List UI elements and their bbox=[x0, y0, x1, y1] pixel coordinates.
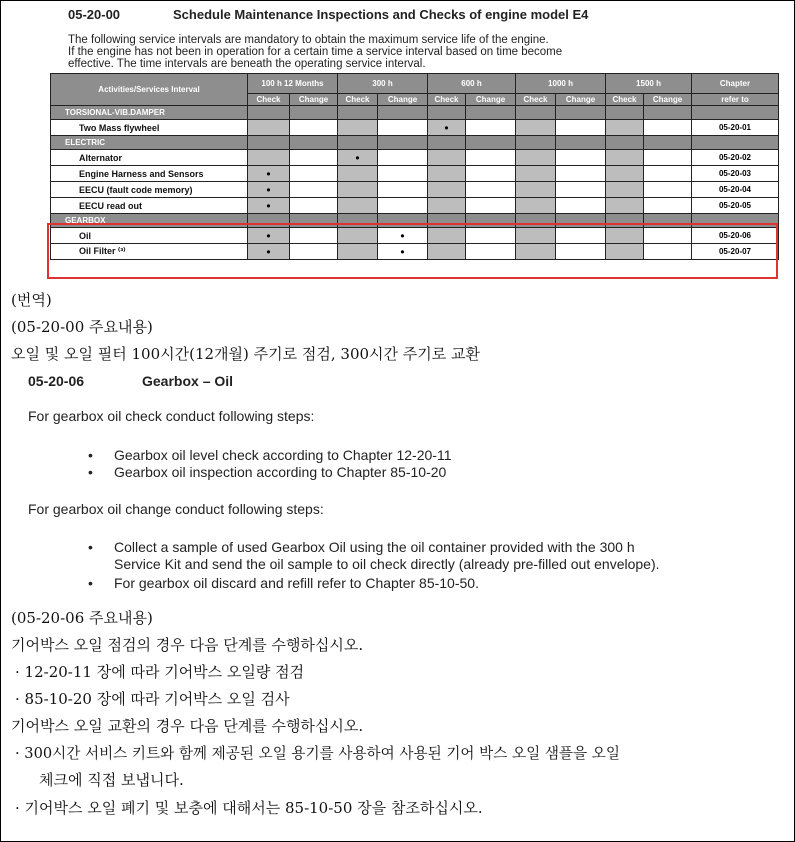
kr-change-step-2: · 기어박스 오일 폐기 및 보충에 대해서는 85-10-50 장을 참조하십시오. bbox=[15, 799, 483, 817]
change-bullet-1: • bbox=[88, 539, 93, 555]
header-interval-100h: 100 h 12 Months bbox=[248, 74, 338, 94]
interval-cell bbox=[378, 182, 428, 198]
interval-cell bbox=[606, 198, 644, 214]
header-activities: Activities/Services Interval bbox=[51, 74, 248, 106]
section-filler-cell bbox=[556, 106, 606, 120]
section-filler-cell bbox=[644, 106, 692, 120]
interval-mark-cell: • bbox=[248, 182, 290, 198]
interval-cell bbox=[290, 120, 338, 136]
section-row bbox=[51, 136, 779, 150]
interval-cell bbox=[466, 150, 516, 166]
doc-title: Gearbox – Oil bbox=[142, 373, 234, 389]
section-filler-cell bbox=[516, 136, 556, 150]
chapter-ref: 05-20-03 bbox=[692, 166, 779, 182]
subheader-refer-to: refer to bbox=[692, 94, 779, 106]
activity-label: Oil bbox=[51, 228, 248, 244]
interval-cell bbox=[606, 120, 644, 136]
check-bullet-1: • bbox=[88, 447, 93, 463]
interval-mark-cell: • bbox=[248, 166, 290, 182]
section-filler-cell bbox=[606, 136, 644, 150]
check-intro: For gearbox oil check conduct following steps: bbox=[28, 408, 315, 424]
section-filler-cell bbox=[556, 136, 606, 150]
section-filler-cell bbox=[338, 136, 378, 150]
interval-cell bbox=[556, 182, 606, 198]
interval-cell bbox=[644, 166, 692, 182]
interval-cell bbox=[428, 166, 466, 182]
chapter-ref: 05-20-01 bbox=[692, 120, 779, 136]
chapter-ref: 05-20-07 bbox=[692, 244, 779, 260]
check-step-2: Gearbox oil inspection according to Chapter 85-10-20 bbox=[114, 464, 447, 480]
check-step-1: Gearbox oil level check according to Chapter 12-20-11 bbox=[114, 447, 452, 463]
subheader-change: Change bbox=[556, 94, 606, 106]
intro-line-3: effective. The time intervals are beneath the operating service interval. bbox=[68, 58, 426, 70]
interval-cell bbox=[606, 166, 644, 182]
interval-cell bbox=[248, 150, 290, 166]
header-interval-300h: 300 h bbox=[338, 74, 428, 94]
interval-mark-cell: • bbox=[248, 244, 290, 260]
kr-check-intro: 기어박스 오일 점검의 경우 다음 단계를 수행하십시오. bbox=[11, 636, 364, 654]
subheader-check: Check bbox=[338, 94, 378, 106]
interval-mark-cell: • bbox=[378, 228, 428, 244]
doc-code: 05-20-06 bbox=[28, 373, 85, 389]
interval-cell bbox=[466, 120, 516, 136]
interval-cell bbox=[516, 166, 556, 182]
subheader-check: Check bbox=[248, 94, 290, 106]
check-bullet-2: • bbox=[88, 464, 93, 480]
section-code: 05-20-00 bbox=[68, 7, 121, 22]
section-filler-cell bbox=[516, 106, 556, 120]
kr-check-step-1: · 12-20-11 장에 따라 기어박스 오일량 점검 bbox=[15, 663, 305, 681]
subheader-change: Change bbox=[290, 94, 338, 106]
table-row bbox=[51, 120, 779, 136]
interval-cell bbox=[378, 166, 428, 182]
section-filler-cell bbox=[644, 136, 692, 150]
interval-cell bbox=[290, 182, 338, 198]
interval-cell bbox=[516, 182, 556, 198]
interval-cell bbox=[428, 198, 466, 214]
section-row bbox=[51, 106, 779, 120]
change-step-2: For gearbox oil discard and refill refer to Chapter 85-10-50. bbox=[114, 575, 479, 591]
interval-cell bbox=[428, 150, 466, 166]
change-step-1: Collect a sample of used Gearbox Oil using the oil container provided with the 300 h bbox=[114, 539, 635, 555]
interval-cell bbox=[378, 198, 428, 214]
activity-label: Oil Filter ⁽³⁾ bbox=[51, 244, 248, 260]
interval-cell bbox=[644, 198, 692, 214]
interval-cell bbox=[338, 166, 378, 182]
interval-cell bbox=[378, 150, 428, 166]
interval-cell bbox=[606, 182, 644, 198]
subheader-check: Check bbox=[516, 94, 556, 106]
intro-line-2: If the engine has not been in operation for a certain time a service interval based on time become bbox=[68, 46, 563, 58]
section-filler-cell bbox=[378, 136, 428, 150]
chapter-ref: 05-20-06 bbox=[692, 228, 779, 244]
chapter-ref: 05-20-02 bbox=[692, 150, 779, 166]
activity-label: Alternator bbox=[51, 150, 248, 166]
summary2-title: (05-20-06 주요내용) bbox=[11, 609, 153, 627]
activity-label: EECU (fault code memory) bbox=[51, 182, 248, 198]
activity-label: Two Mass flywheel bbox=[51, 120, 248, 136]
section-filler-cell bbox=[606, 106, 644, 120]
section-filler-cell bbox=[248, 136, 290, 150]
interval-cell bbox=[338, 120, 378, 136]
change-bullet-2: • bbox=[88, 575, 93, 591]
interval-cell bbox=[644, 150, 692, 166]
subheader-change: Change bbox=[378, 94, 428, 106]
change-step-1-cont: Service Kit and send the oil sample to oil check directly (already pre-filled out envelope). bbox=[114, 556, 660, 572]
table-row bbox=[51, 166, 779, 182]
header-interval-1500h: 1500 h bbox=[606, 74, 692, 94]
interval-mark-cell: • bbox=[338, 150, 378, 166]
interval-cell bbox=[516, 120, 556, 136]
subheader-check: Check bbox=[606, 94, 644, 106]
interval-mark-cell: • bbox=[378, 244, 428, 260]
section-filler-cell bbox=[338, 106, 378, 120]
section-filler-cell bbox=[290, 106, 338, 120]
interval-cell bbox=[466, 198, 516, 214]
summary1-text: 오일 및 오일 필터 100시간(12개월) 주기로 점검, 300시간 주기로 교환 bbox=[11, 345, 481, 363]
interval-cell bbox=[248, 120, 290, 136]
section-filler-cell bbox=[248, 106, 290, 120]
subheader-change: Change bbox=[466, 94, 516, 106]
summary1-title: (05-20-00 주요내용) bbox=[11, 318, 153, 336]
kr-change-step-1: · 300시간 서비스 키트와 함께 제공된 오일 용기를 사용하여 사용된 기어 박스 오일 샘플을 오일 bbox=[15, 745, 620, 762]
interval-cell bbox=[290, 198, 338, 214]
translation-label: (번역) bbox=[11, 291, 52, 309]
interval-cell bbox=[466, 182, 516, 198]
change-intro: For gearbox oil change conduct following steps: bbox=[28, 501, 324, 517]
section-filler-cell bbox=[466, 136, 516, 150]
section-filler-cell bbox=[290, 136, 338, 150]
interval-mark-cell: • bbox=[428, 120, 466, 136]
section-filler-cell bbox=[692, 106, 779, 120]
section-name: GEARBOX bbox=[51, 214, 248, 228]
interval-cell bbox=[516, 198, 556, 214]
activity-label: EECU read out bbox=[51, 198, 248, 214]
header-interval-600h: 600 h bbox=[428, 74, 516, 94]
chapter-ref: 05-20-04 bbox=[692, 182, 779, 198]
table-row bbox=[51, 198, 779, 214]
interval-mark-cell: • bbox=[248, 228, 290, 244]
interval-cell bbox=[338, 182, 378, 198]
interval-cell bbox=[556, 120, 606, 136]
interval-cell bbox=[290, 166, 338, 182]
interval-cell bbox=[378, 120, 428, 136]
table-row bbox=[51, 182, 779, 198]
chapter-ref: 05-20-05 bbox=[692, 198, 779, 214]
interval-cell bbox=[556, 198, 606, 214]
section-filler-cell bbox=[466, 106, 516, 120]
activity-label: Engine Harness and Sensors bbox=[51, 166, 248, 182]
kr-check-step-2: · 85-10-20 장에 따라 기어박스 오일 검사 bbox=[15, 690, 290, 708]
interval-cell bbox=[606, 150, 644, 166]
subheader-change: Change bbox=[644, 94, 692, 106]
kr-change-step-1-cont: 체크에 직접 보냅니다. bbox=[39, 771, 184, 789]
interval-cell bbox=[644, 182, 692, 198]
section-name: TORSIONAL-VIB.DAMPER bbox=[51, 106, 248, 120]
kr-change-intro: 기어박스 오일 교환의 경우 다음 단계를 수행하십시오. bbox=[11, 717, 364, 735]
interval-cell bbox=[428, 182, 466, 198]
interval-cell bbox=[516, 150, 556, 166]
interval-cell bbox=[644, 120, 692, 136]
interval-cell bbox=[556, 166, 606, 182]
subheader-check: Check bbox=[428, 94, 466, 106]
gearbox-highlight-box bbox=[47, 223, 778, 279]
section-title: Schedule Maintenance Inspections and Checks of engine model E4 bbox=[173, 7, 589, 22]
section-filler-cell bbox=[428, 106, 466, 120]
section-filler-cell bbox=[428, 136, 466, 150]
section-filler-cell bbox=[692, 136, 779, 150]
intro-line-1: The following service intervals are mandatory to obtain the maximum service life of the engine. bbox=[68, 34, 549, 46]
table-row bbox=[51, 150, 779, 166]
interval-cell bbox=[556, 150, 606, 166]
header-chapter: Chapter bbox=[692, 74, 779, 94]
interval-cell bbox=[338, 198, 378, 214]
section-name: ELECTRIC bbox=[51, 136, 248, 150]
interval-mark-cell: • bbox=[248, 198, 290, 214]
header-interval-1000h: 1000 h bbox=[516, 74, 606, 94]
section-filler-cell bbox=[378, 106, 428, 120]
interval-cell bbox=[466, 166, 516, 182]
interval-cell bbox=[290, 150, 338, 166]
